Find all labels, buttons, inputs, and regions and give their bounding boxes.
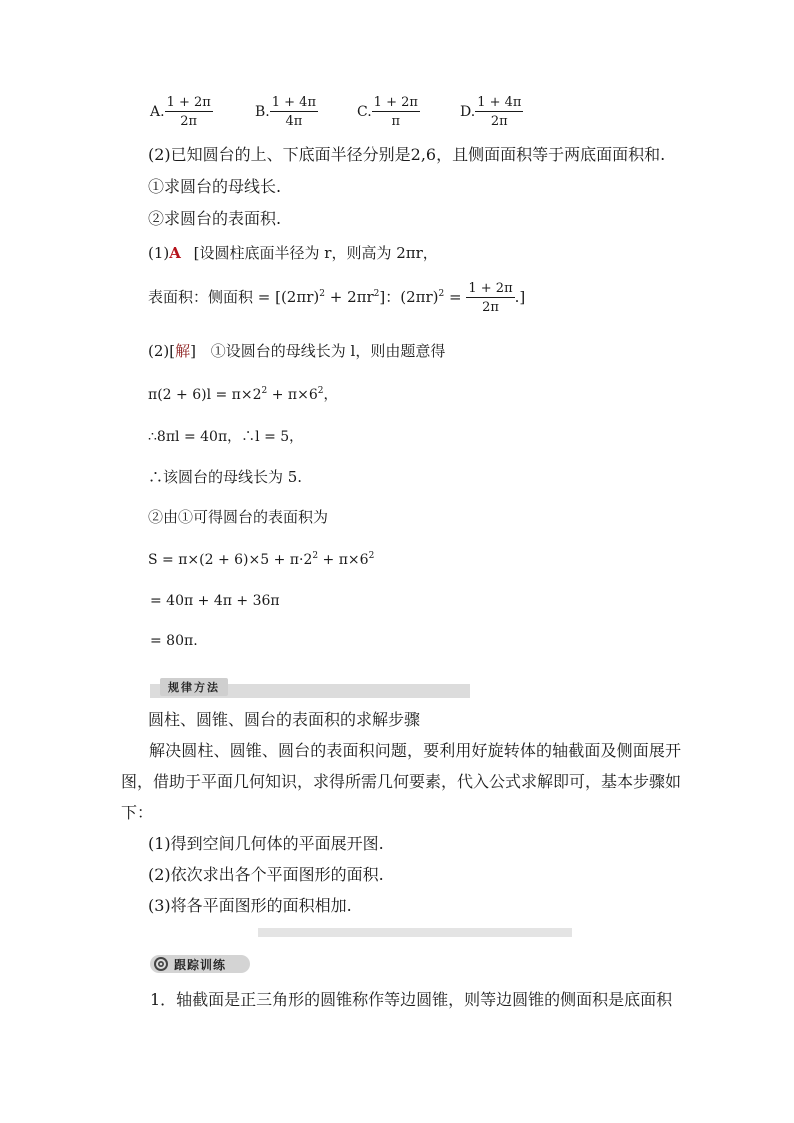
option-d xyxy=(460,96,523,128)
fraction-numerator: 1 + 2π xyxy=(166,95,211,110)
fraction-denominator: 2π xyxy=(482,300,499,315)
option-fraction xyxy=(475,96,523,128)
option-fraction xyxy=(270,96,318,128)
option-a xyxy=(150,96,213,128)
training-badge xyxy=(150,955,250,973)
fraction-numerator: 1 + 2π xyxy=(373,95,418,110)
equation-4: ②由①可得圆台的表面积为 xyxy=(148,508,329,526)
answer-1-ratio xyxy=(148,282,525,314)
equation-3: ∴该圆台的母线长为 5. xyxy=(148,468,303,486)
equation-text: + π×6 xyxy=(318,552,369,568)
answer-1-text: [设圆柱底面半径为 r，则高为 2πr， xyxy=(193,244,438,262)
option-c xyxy=(357,96,420,128)
answer-2-line xyxy=(148,340,445,361)
exponent: 2 xyxy=(373,289,380,299)
exponent: 2 xyxy=(438,289,445,299)
section-divider xyxy=(258,928,572,937)
question-2-part-1: ①求圆台的母线长. xyxy=(148,177,282,196)
equation-text: π(2 + 6)l = π×2 xyxy=(148,387,262,403)
method-badge: 规律方法 xyxy=(160,678,228,696)
answer-1-choice: A xyxy=(169,244,181,262)
ratio-text: ]：(2πr) xyxy=(379,288,439,306)
fraction-denominator: 2π xyxy=(180,114,198,129)
ratio-text: = xyxy=(444,288,467,306)
equation-7: = 80π. xyxy=(150,633,198,649)
ratio-text: + 2πr xyxy=(324,288,374,306)
exponent: 2 xyxy=(368,551,375,561)
option-fraction xyxy=(372,96,420,128)
answer-2-jie: 解 xyxy=(175,342,191,360)
option-fraction xyxy=(165,96,213,128)
exponent: 2 xyxy=(319,289,325,299)
option-letter: B. xyxy=(255,104,270,120)
equation-text: S = π×(2 + 6)×5 + π·2 xyxy=(148,552,313,568)
fraction-numerator: 1 + 4π xyxy=(271,95,316,110)
step-2: (2)依次求出各个平面图形的面积. xyxy=(148,865,384,884)
answer-1-label: (1) xyxy=(148,244,170,262)
option-letter: A. xyxy=(150,104,165,120)
equation-text: ， xyxy=(323,387,338,403)
training-badge-label: 跟踪训练 xyxy=(174,958,227,972)
exponent: 2 xyxy=(317,386,324,396)
fraction-denominator: 4π xyxy=(285,114,303,129)
step-3: (3)将各平面图形的面积相加. xyxy=(148,896,352,915)
fraction-numerator: 1 + 4π xyxy=(477,95,522,110)
fraction-numerator: 1 + 2π xyxy=(468,281,513,296)
option-letter: D. xyxy=(460,104,476,120)
exponent: 2 xyxy=(261,386,268,396)
ratio-text: 表面积：侧面积 = [(2πr) xyxy=(148,288,320,306)
method-body: 解决圆柱、圆锥、圆台的表面积问题，要利用好旋转体的轴截面及侧面展开图，借助于平面几何知识，求得所需几何要素，代入公式求解即可，基本步骤如下： xyxy=(121,741,682,822)
option-b xyxy=(255,96,318,128)
answer-2-bracket: ] xyxy=(190,342,196,360)
answer-2-label: (2)[ xyxy=(148,342,176,360)
question-2-intro: (2)已知圆台的上、下底面半径分别是2,6，且侧面面积等于两底面面积和. xyxy=(148,145,666,164)
equation-5 xyxy=(148,552,374,568)
target-icon xyxy=(152,956,170,976)
equation-2: ∴8πl = 40π，∴l = 5， xyxy=(148,429,304,445)
equation-6: = 40π + 4π + 36π xyxy=(150,593,280,609)
equation-text: + π×6 xyxy=(267,387,318,403)
fraction-denominator: π xyxy=(391,114,401,129)
answer-2-text: ①设圆台的母线长为 l，则由题意得 xyxy=(210,342,446,360)
exponent: 2 xyxy=(312,551,319,561)
ratio-fraction xyxy=(466,282,514,314)
step-1: (1)得到空间几何体的平面展开图. xyxy=(148,834,384,853)
answer-1-line xyxy=(148,242,438,263)
option-letter: C. xyxy=(357,104,372,120)
ratio-close: .] xyxy=(514,288,526,306)
method-title: 圆柱、圆锥、圆台的表面积的求解步骤 xyxy=(148,710,421,729)
equation-1 xyxy=(148,384,337,404)
next-question: 1．轴截面是正三角形的圆锥称作等边圆锥，则等边圆锥的侧面积是底面积 xyxy=(150,990,673,1009)
question-2-part-2: ②求圆台的表面积. xyxy=(148,209,282,228)
fraction-denominator: 2π xyxy=(490,114,508,129)
